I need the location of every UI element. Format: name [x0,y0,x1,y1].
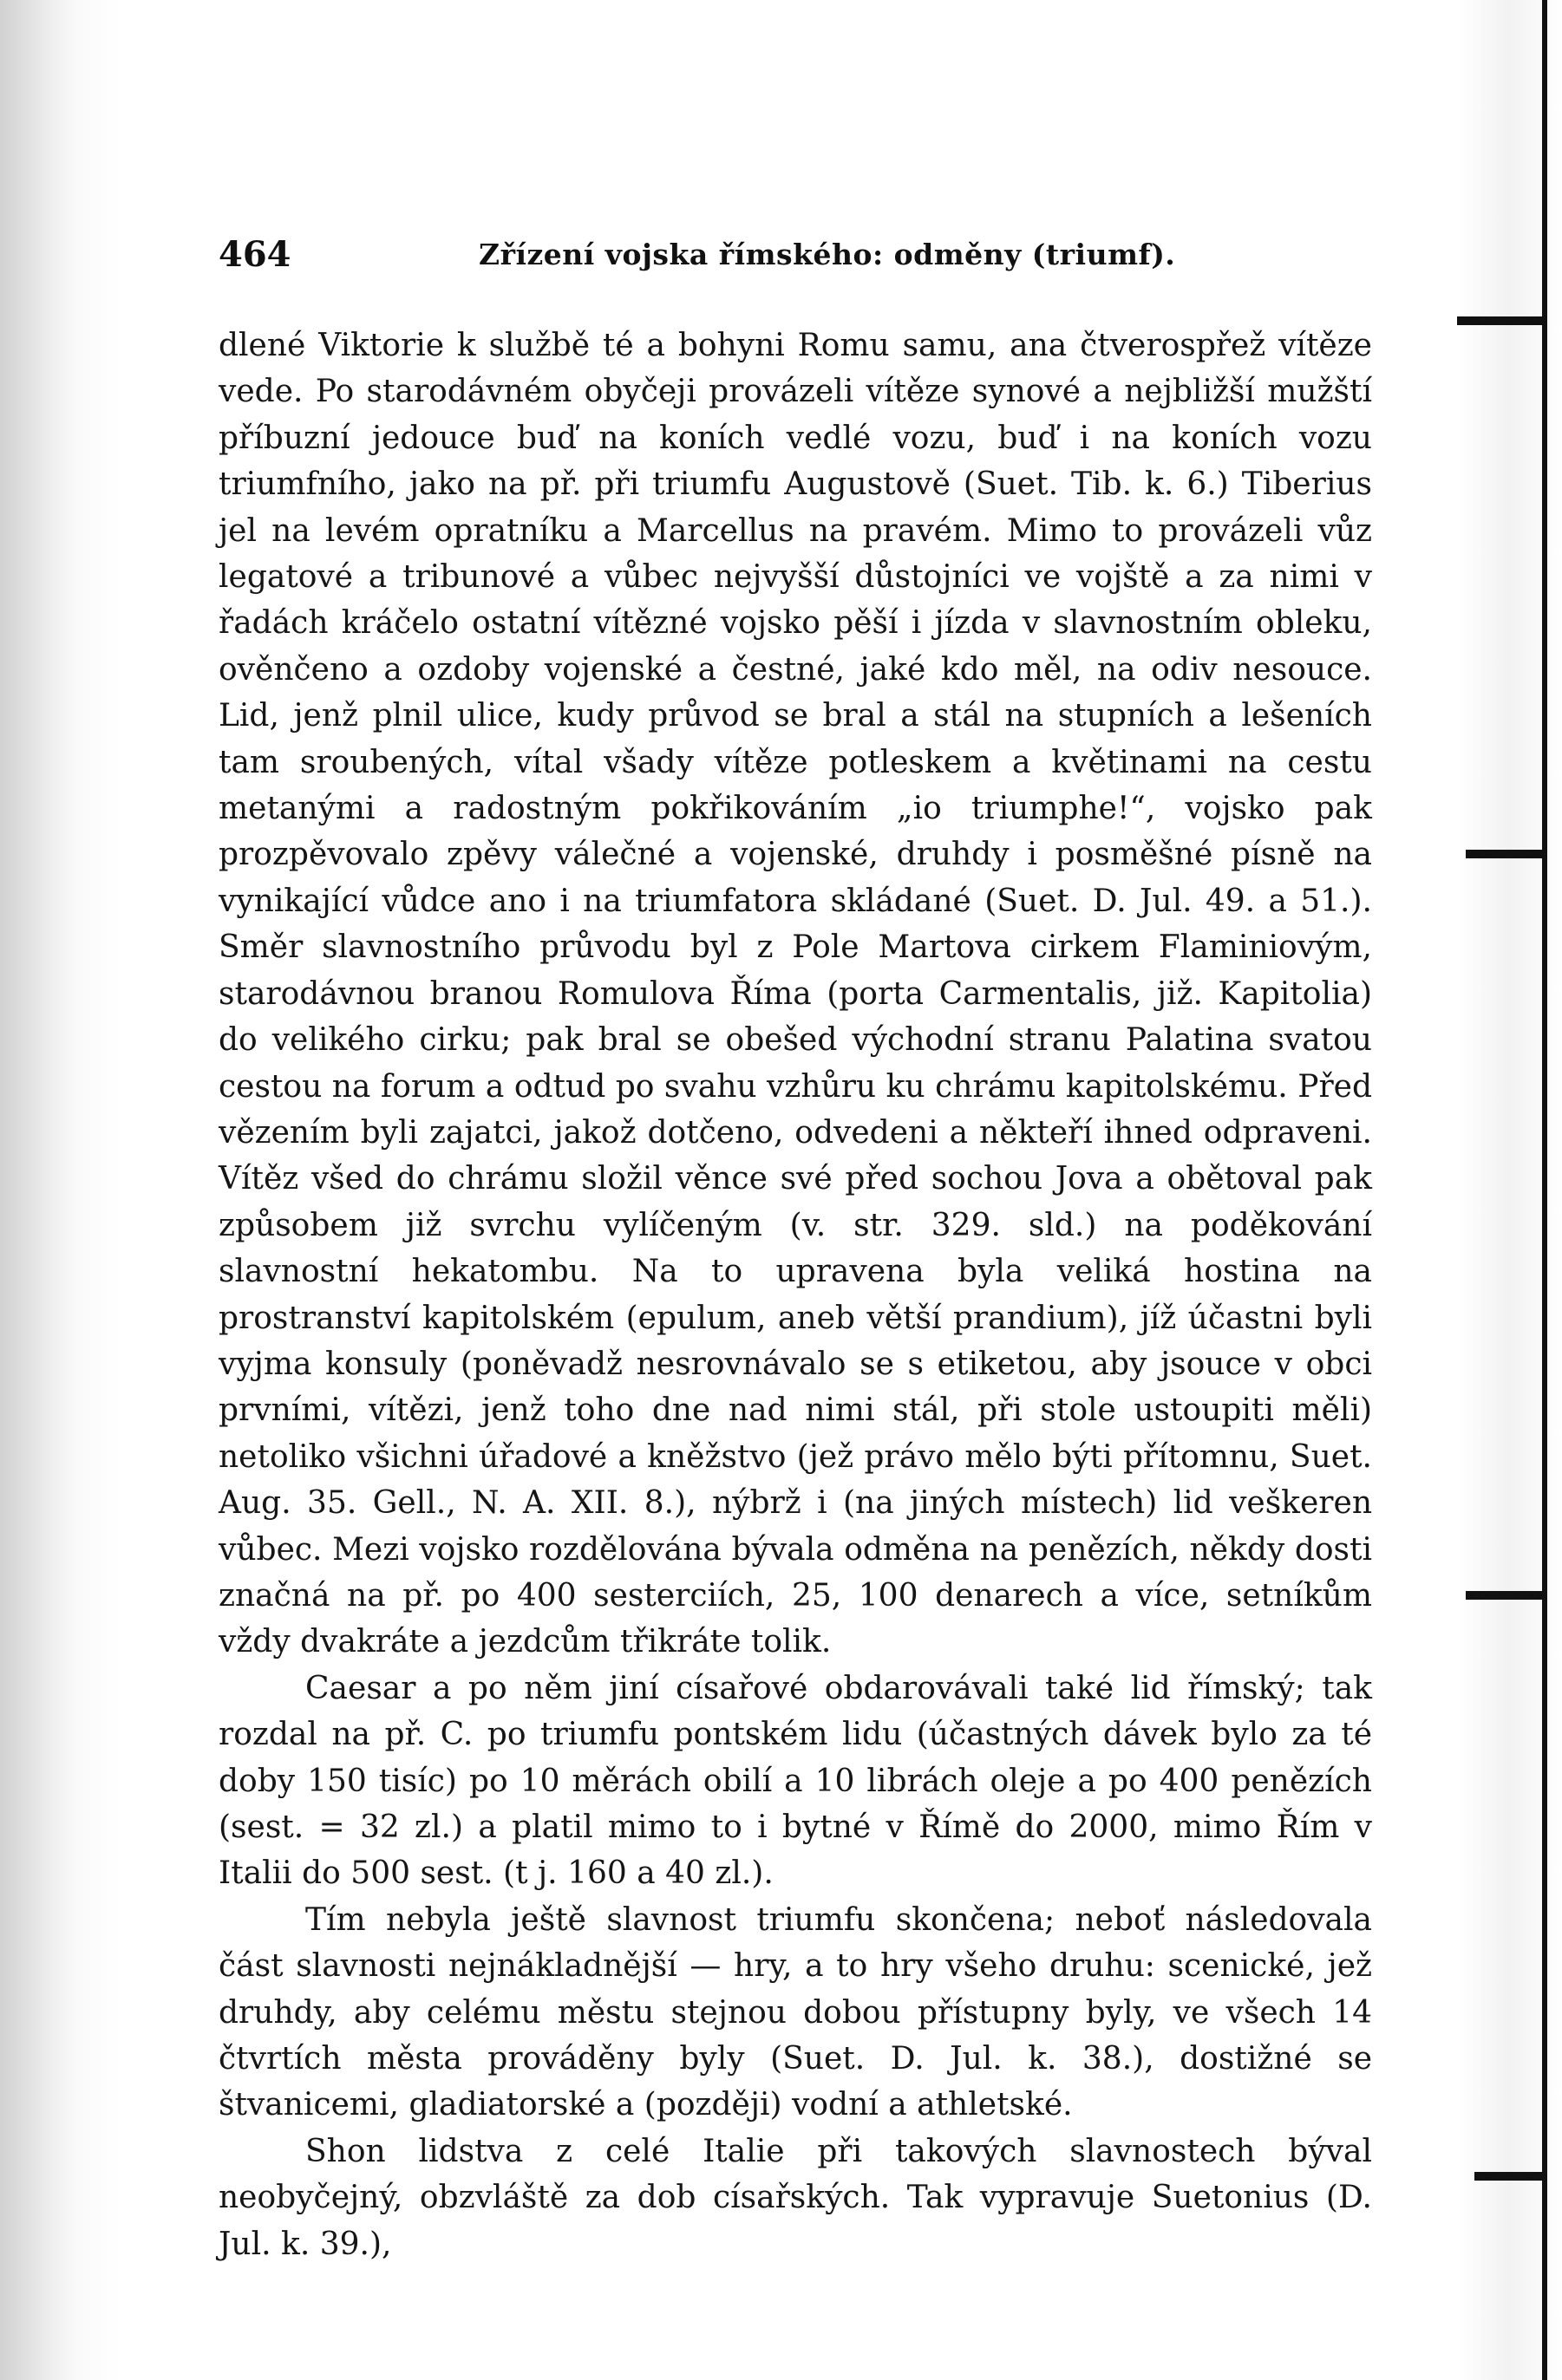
page-header [219,234,1381,286]
edge-mark [1466,850,1544,858]
paragraph: Tím nebyla ještě slavnost triumfu skončena; neboť následovala část slavnosti nejnákladnější — hry, a to hry všeho druhu: scenické, jež druhdy, aby celému městu stejnou dobou přístupny byly, ve všech 14 čtvrtích města prováděny byly (Suet. D. Jul. k. 38.), dostižné se štvanicemi, gladiatorské a (později) vodní a athletské. [219,1901,1372,2123]
edge-mark [1457,316,1544,325]
paragraph: dlené Viktorie k službě té a bohyni Romu samu, ana čtverospřež vítěze vede. Po starodávném obyčeji provázeli vítěze synové a nejbližší mužští příbuzní jedouce buď na koních vedlé vozu, buď i na koních vozu triumfního, jako na př. při triumfu Augustově (Suet. Tib. k. 6.) Tiberius jel na levém opratníku a Marcellus na pravém. Mimo to provázeli vůz legatové a tribunové a vůbec nejvyšší důstojníci ve vojště a za nimi v řadách kráčelo ostatní vítězné vojsko pěší i jízda v slavnostním obleku, ověnčeno a ozdoby vojenské a čestné, jaké kdo měl, na odiv nesouce. Lid, jenž plnil ulice, kudy průvod se bral a stál na stupních a lešeních tam sroubených, vítal všady vítěze potleskem a květinami na cestu metanými a radostným pokřikováním „io triumphe!“, vojsko pak prozpěvovalo zpěvy válečné a vojenské, druhdy i posměšné písně na vynikající vůdce ano i na triumfatora skládané (Suet. D. Jul. 49. a 51.). Směr slavnostního průvodu byl z Pole Martova cirkem Flaminiovým, starodávnou branou Romulova Říma (porta Carmentalis, již. Kapitolia) do velikého cirku; pak bral se obešed východní stranu Palatina svatou cestou na forum a odtud po svahu vzhůru ku chrámu kapitolskému. Před vězením byli zajatci, jakož dotčeno, odvedeni a někteří ihned odpraveni. Vítěz všed do chrámu složil věnce své před sochou Jova a obětoval pak způsobem již svrchu vylíčeným (v. str. 329. sld.) na poděkování slavnostní hekatombu. Na to upravena byla veliká hostina na prostranství kapitolském (epulum, aneb větší prandium), jíž účastni byli vyjma konsuly (poněvadž nesrovnávalo se s etiketou, aby jsouce v obci prvními, vítězi, jenž toho dne nad nimi stál, při stole ustoupiti měli) netoliko všichni úřadové a kněžstvo (jež právo mělo býti přítomnu, Suet. Aug. 35. Gell., N. A. XII. 8.), nýbrž i (na jiných místech) lid veškeren vůbec. Mezi vojsko rozdělována bývala odměna na penězích, někdy dosti značná na př. po 400 sesterciích, 25, 100 denarech a více, setníkům vždy dvakráte a jezdcům třikráte tolik. [219,328,1372,1660]
page-edge [1542,0,1547,2380]
scan-shadow [0,0,78,2380]
body-text [219,323,1372,2267]
page-number: 464 [219,234,291,275]
paragraph: Shon lidstva z celé Italie při takových slavnostech býval neobyčejný, obzvláště za dob císařských. Tak vypravuje Suetonius (D. Jul. k. 39.), [219,2133,1372,2262]
paragraph: Caesar a po něm jiní císařové obdarovávali také lid římský; tak rozdal na př. C. po triumfu pontském lidu (účastných dávek bylo za té doby 150 tisíc) po 10 měrách obilí a 10 librách oleje a po 400 penězích (sest. = 32 zl.) a platil mimo to i bytné v Římě do 2000, mimo Řím v Italii do 500 sest. (t j. 160 a 40 zl.). [219,1670,1372,1892]
edge-mark [1466,1591,1544,1600]
running-title: Zřízení vojska římského: odměny (triumf). [479,238,1176,271]
edge-mark [1474,2172,1544,2181]
